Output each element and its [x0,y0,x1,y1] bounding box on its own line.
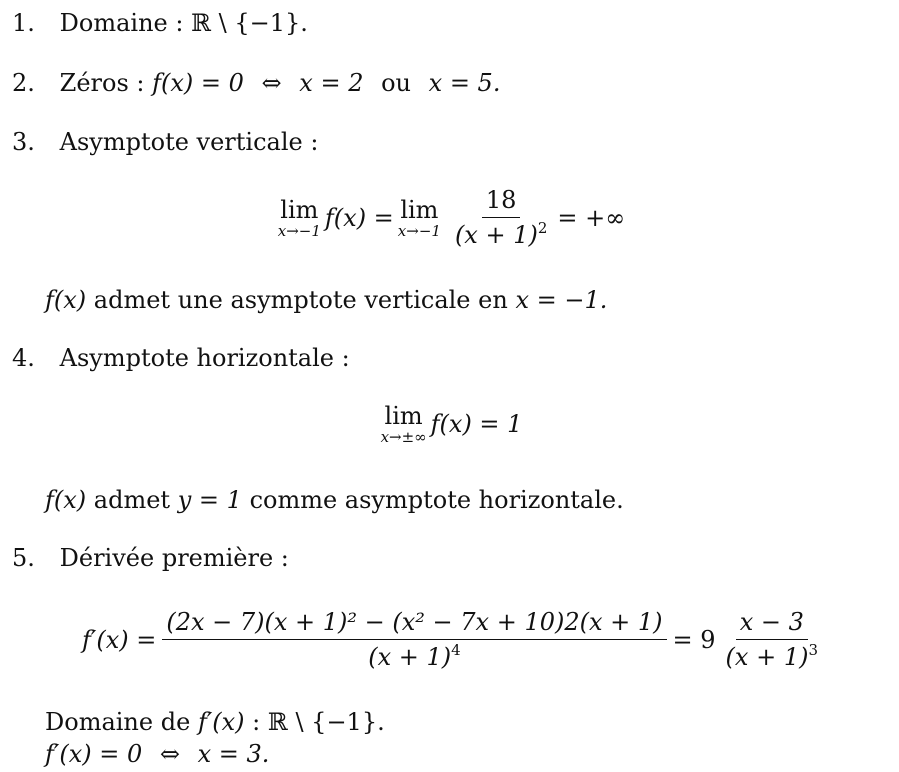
limit-operator: lim x→−1 [277,195,321,240]
derivative-equation [82,607,899,672]
derivative-lhs: f′(x) = [82,625,157,654]
vertical-conclusion: f(x) admet une asymptote verticale en x = −1. [45,286,608,314]
item-label: Zéros : [59,69,145,97]
item-horizontal-asymptote [0,343,350,373]
or-word: ou [381,69,412,97]
item-derivative [0,543,289,573]
item-label: Domaine : [59,9,184,37]
vertical-limit-equation [0,185,899,250]
horizontal-conclusion: f(x) admet y = 1 comme asymptote horizontale. [45,486,624,514]
limit-result: = +∞ [557,203,626,232]
item-label: Asymptote verticale : [59,128,319,156]
zero-a: x = 2 [299,69,364,97]
item-zeros [0,68,500,98]
fraction: $\frac{18}{(x + 1)^2}$ [454,186,548,249]
horizontal-limit-equation [0,403,899,445]
iff-symbol: ⇔ [261,69,282,97]
derivative-domain: Domaine de f′(x) : ℝ \ {−1}. [45,708,385,736]
equals-nine: = 9 [672,625,716,654]
item-label: Dérivée première : [59,544,289,572]
zeros-lhs: f(x) = 0 [152,69,244,97]
item-domain [0,8,308,38]
domain-math: ℝ \ {−1}. [191,9,308,37]
item-number: 2. [12,69,35,97]
limit-expression: f(x) = 1 [430,410,523,438]
item-number: 3. [12,128,35,156]
item-number: 1. [12,9,35,37]
derivative-zero: f′(x) = 0 ⇔ x = 3. [45,740,270,768]
item-label: Asymptote horizontale : [59,344,350,372]
fx-equals: f(x) = [324,203,394,232]
zero-b: x = 5. [428,69,501,97]
item-number: 5. [12,544,35,572]
derivative-fraction: $\frac{\text{(2x − 7)(x + 1)² − (x² − 7x + 10)2(x + 1)}}{(x + 1)^4}$ [162,607,666,672]
item-vertical-asymptote [0,127,318,157]
limit-operator: lim x→±∞ [380,402,427,446]
limit-operator: lim x→−1 [397,195,441,240]
simplified-fraction: $\frac{x - 3}{(x + 1)^3}$ [725,608,818,671]
item-number: 4. [12,344,35,372]
